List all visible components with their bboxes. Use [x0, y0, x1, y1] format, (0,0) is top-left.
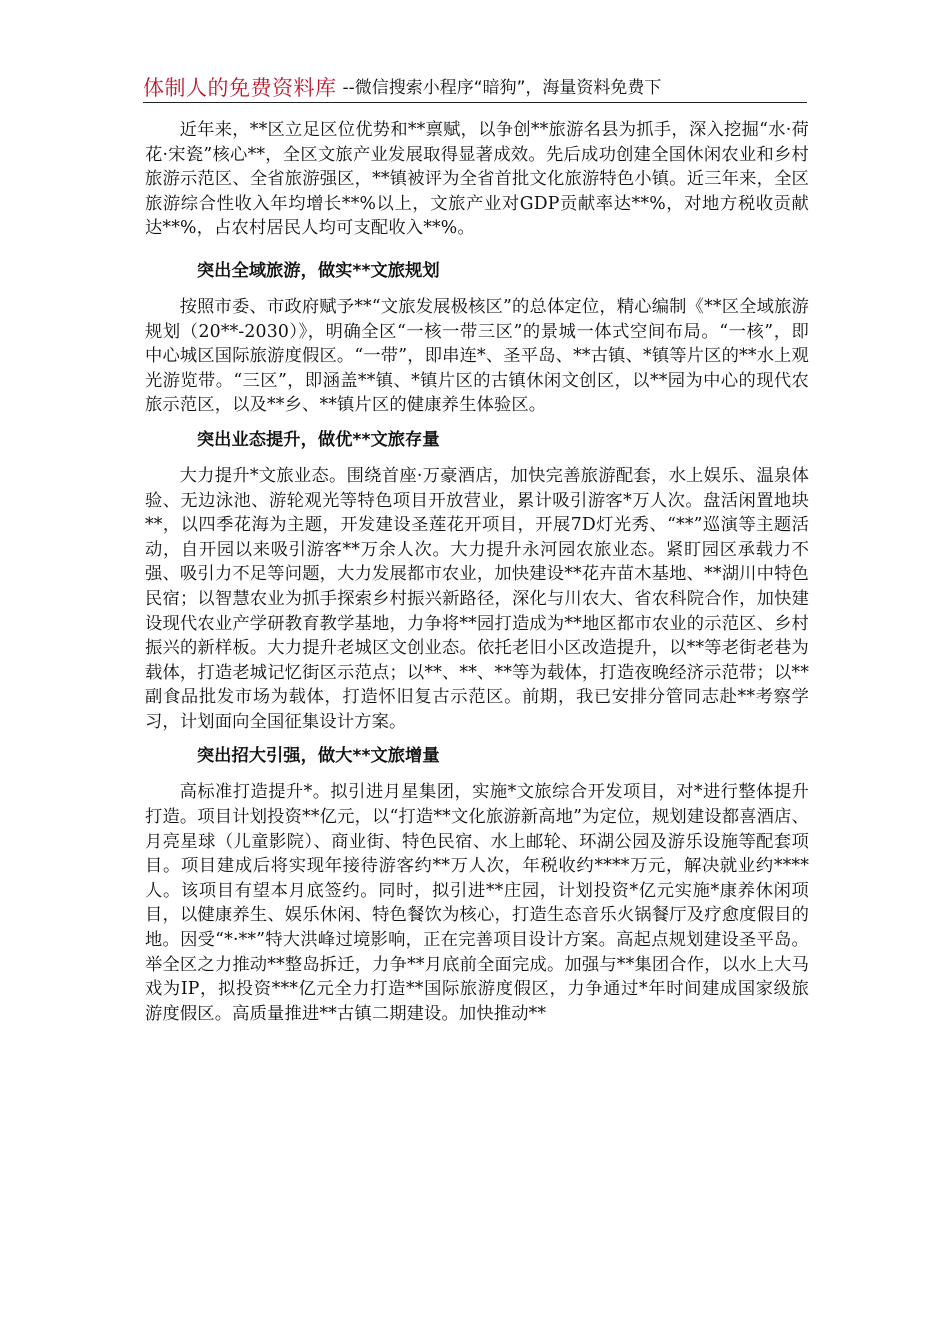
header-tagline: --微信搜索小程序“暗狗”，海量资料免费下: [342, 78, 662, 98]
section-paragraph-investment: 高标准打造提升*。拟引进月星集团，实施*文旅综合开发项目，对*进行整体提升打造。项目计划投资**亿元，以“打造**文化旅游新高地”为定位，规划建设都喜酒店、月亮星球（儿童影院）、商业街、特色民宿、水上邮轮、环湖公园及游乐设施等配套项目。项目建成后将实现年接待游客约**万人次，年税收约****万元，解决就业约****人。该项目有望本月底签约。同时，拟引进**庄园，计划投资*亿元实施*康养休闲项目，以健康养生、娱乐休闲、特色餐饮为核心，打造生态音乐火锅餐厅及疗愈度假目的地。因受“*·**”特大洪峰过境影响，正在完善项目设计方案。高起点规划建设圣平岛。举全区之力推动**整岛拆迁，力争**月底前全面完成。加强与**集团合作，以水上大马戏为IP，拟投资***亿元全力打造**国际旅游度假区，力争通过*年时间建成国家级旅游度假区。高质量推进**古镇二期建设。加快推动**: [145, 782, 809, 1024]
section-heading-investment: 突出招大引强，做大**文旅增量: [196, 746, 440, 767]
section-heading-upgrade: 突出业态提升，做优**文旅存量: [196, 429, 440, 450]
header-divider: [143, 102, 807, 103]
section-heading-planning: 突出全域旅游，做实**文旅规划: [196, 260, 440, 281]
page-header: [143, 70, 807, 102]
intro-paragraph: 近年来，**区立足区位优势和**禀赋，以争创**旅游名县为抓手，深入挖掘“水·荷花·宋瓷”核心**，全区文旅产业发展取得显著成效。先后成功创建全国休闲农业和乡村旅游示范区、全省旅游强区，**镇被评为全省首批文化旅游特色小镇。近三年来，全区旅游综合性收入年均增长**%以上，文旅产业对GDP贡献率达**%，对地方税收贡献达**%，占农村居民人均可支配收入**%。: [145, 120, 809, 239]
header-brand: 体制人的免费资料库: [143, 76, 337, 100]
section-paragraph-upgrade: 大力提升*文旅业态。围绕首座·万豪酒店，加快完善旅游配套，水上娱乐、温泉体验、无边泳池、游轮观光等特色项目开放营业，累计吸引游客*万人次。盘活闲置地块**，以四季花海为主题，开发建设圣莲花开项目，开展7D灯光秀、“**”巡演等主题活动，自开园以来吸引游客**万余人次。大力提升永河园农旅业态。紧盯园区承载力不强、吸引力不足等问题，大力发展都市农业，加快建设**花卉苗木基地、**湖川中特色民宿；以智慧农业为抓手探索乡村振兴新路径，深化与川农大、省农科院合作，加快建设现代农业产学研教育教学基地，力争将**园打造成为**地区都市农业的示范区、乡村振兴的新样板。大力提升老城区文创业态。依托老旧小区改造提升，以**等老街老巷为载体，打造老城记忆街区示范点；以**、**、**等为载体，打造夜晚经济示范带；以**副食品批发市场为载体，打造怀旧复古示范区。前期，我已安排分管同志赴**考察学习，计划面向全国征集设计方案。: [145, 465, 809, 732]
section-paragraph-planning: 按照市委、市政府赋予**“文旅发展极核区”的总体定位，精心编制《**区全域旅游规划（20**-2030）》，明确全区“一核一带三区”的景城一体式空间布局。“一核”，即中心城区国际旅游度假区。“一带”，即串连*、圣平岛、**古镇、*镇等片区的**水上观光游览带。“三区”，即涵盖**镇、*镇片区的古镇休闲文创区，以**园为中心的现代农旅示范区，以及**乡、**镇片区的健康养生体验区。: [145, 296, 809, 416]
document-body: [145, 118, 809, 1026]
